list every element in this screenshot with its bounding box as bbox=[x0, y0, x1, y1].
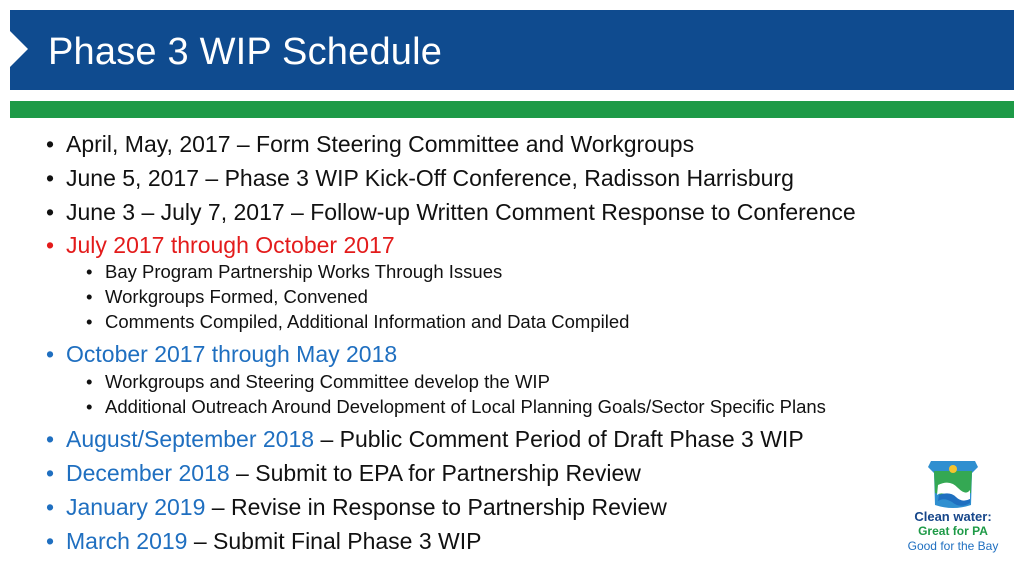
bullet-icon: • bbox=[86, 261, 93, 282]
item-text: June 5, 2017 – Phase 3 WIP Kick-Off Conference, Radisson Harrisburg bbox=[66, 165, 794, 191]
logo-line-3: Good for the Bay bbox=[907, 539, 999, 553]
bullet-icon: • bbox=[86, 371, 93, 392]
bullet-icon: • bbox=[46, 460, 55, 486]
item-text: Additional Outreach Around Development of Local Planning Goals/Sector Specific Plans bbox=[105, 396, 826, 417]
item-text: April, May, 2017 – Form Steering Committee and Workgroups bbox=[66, 131, 695, 157]
item-text: Workgroups and Steering Committee develop the WIP bbox=[105, 371, 550, 392]
bullet-icon: • bbox=[86, 286, 93, 307]
list-item bbox=[46, 496, 667, 519]
list-item bbox=[86, 263, 502, 282]
page-title: Phase 3 WIP Schedule bbox=[48, 31, 443, 73]
list-item bbox=[46, 428, 804, 451]
item-text: – Submit to EPA for Partnership Review bbox=[229, 460, 641, 486]
bullet-icon: • bbox=[86, 396, 93, 417]
item-text: – Revise in Response to Partnership Review bbox=[205, 494, 667, 520]
item-lead: March 2019 bbox=[66, 528, 188, 554]
item-lead: January 2019 bbox=[66, 494, 206, 520]
bullet-icon: • bbox=[46, 131, 55, 157]
bullet-icon: • bbox=[46, 341, 55, 367]
item-text: Workgroups Formed, Convened bbox=[105, 286, 368, 307]
bullet-icon: • bbox=[46, 232, 55, 258]
logo-line-1: Clean water: bbox=[914, 509, 992, 524]
item-lead: October 2017 through May 2018 bbox=[66, 341, 398, 367]
bullet-icon: • bbox=[46, 528, 55, 554]
item-text: June 3 – July 7, 2017 – Follow-up Written Comment Response to Conference bbox=[66, 199, 856, 225]
list-item bbox=[86, 313, 629, 332]
list-item bbox=[46, 530, 481, 553]
item-text: Comments Compiled, Additional Information and Data Compiled bbox=[105, 311, 630, 332]
item-lead: December 2018 bbox=[66, 460, 230, 486]
item-text: – Submit Final Phase 3 WIP bbox=[187, 528, 482, 554]
list-item bbox=[86, 373, 550, 392]
item-lead: August/September 2018 bbox=[66, 426, 315, 452]
list-item bbox=[46, 201, 856, 224]
bullet-icon: • bbox=[86, 311, 93, 332]
logo-line-2: Great for PA bbox=[918, 524, 988, 538]
item-lead: July 2017 through October 2017 bbox=[66, 232, 395, 258]
list-item bbox=[46, 133, 694, 156]
list-item bbox=[46, 234, 395, 257]
item-text: Bay Program Partnership Works Through Issues bbox=[105, 261, 503, 282]
bullet-icon: • bbox=[46, 165, 55, 191]
item-text: – Public Comment Period of Draft Phase 3 WIP bbox=[314, 426, 804, 452]
bullet-icon: • bbox=[46, 494, 55, 520]
list-item bbox=[86, 398, 826, 417]
list-item bbox=[46, 343, 397, 366]
list-item bbox=[46, 167, 794, 190]
bullet-icon: • bbox=[46, 426, 55, 452]
bullet-icon: • bbox=[46, 199, 55, 225]
list-item bbox=[86, 288, 368, 307]
list-item bbox=[46, 462, 641, 485]
